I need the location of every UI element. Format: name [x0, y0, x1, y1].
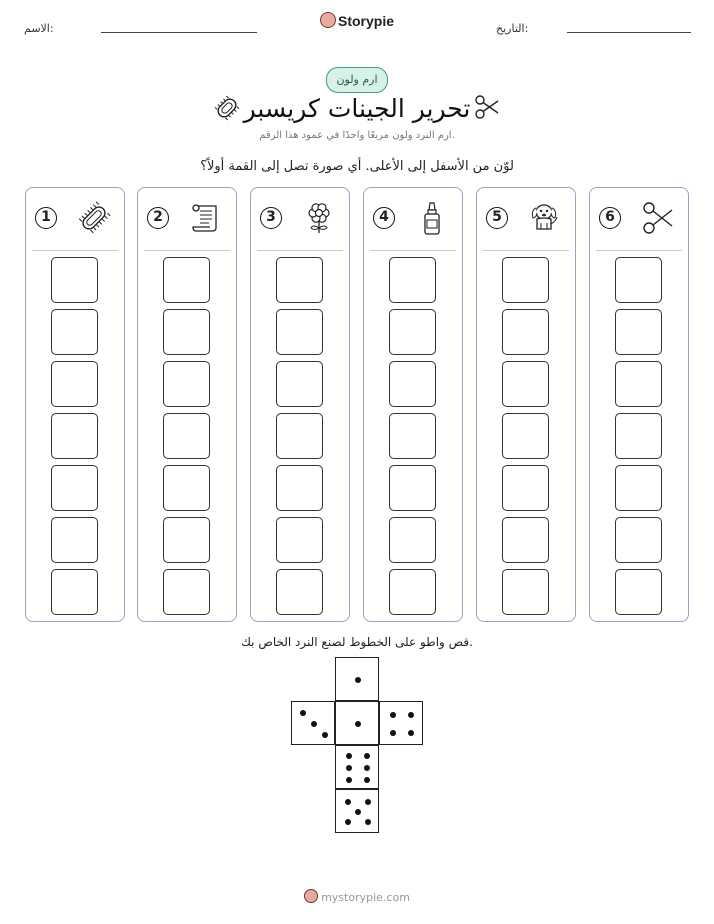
color-box[interactable] [502, 517, 549, 563]
column-divider [596, 250, 682, 251]
color-box[interactable] [615, 257, 662, 303]
column-number: 6 [599, 207, 621, 229]
date-line[interactable] [567, 32, 691, 33]
color-box[interactable] [163, 569, 210, 615]
color-box[interactable] [389, 257, 436, 303]
column-divider [32, 250, 118, 251]
color-box[interactable] [276, 413, 323, 459]
page-subtitle: ارم النرد ولون مربعًا واحدًا في عمود هذا الرقم. [259, 130, 455, 141]
dice-pip [390, 730, 396, 736]
dice-pip [322, 732, 328, 738]
color-box[interactable] [163, 309, 210, 355]
color-box[interactable] [276, 465, 323, 511]
color-box[interactable] [615, 309, 662, 355]
color-box[interactable] [502, 309, 549, 355]
dropper-bottle-icon [414, 200, 450, 236]
flower-icon [301, 200, 337, 236]
dice-pip [408, 712, 414, 718]
dice-pip [345, 819, 351, 825]
bacteria-icon [76, 200, 112, 236]
dice-pip [300, 710, 306, 716]
dice-pip [364, 777, 370, 783]
footer [0, 889, 714, 904]
bacteria-icon [214, 94, 240, 122]
puppy-icon [527, 200, 563, 236]
dice-column-2 [137, 187, 237, 622]
column-number: 5 [486, 207, 508, 229]
color-box[interactable] [389, 413, 436, 459]
color-box[interactable] [502, 465, 549, 511]
color-box[interactable] [389, 361, 436, 407]
dice-pip [346, 753, 352, 759]
color-box[interactable] [389, 569, 436, 615]
dice-instruction: قص واطو على الخطوط لصنع النرد الخاص بك. [241, 635, 473, 649]
page-title: تحرير الجينات كريسبر [243, 94, 471, 123]
scroll-icon [188, 200, 224, 236]
dice-pip [390, 712, 396, 718]
scissors-icon [474, 94, 500, 120]
color-box[interactable] [51, 517, 98, 563]
column-number: 3 [260, 207, 282, 229]
dice-pip [355, 677, 361, 683]
dice-face-6 [335, 745, 379, 789]
color-box[interactable] [389, 517, 436, 563]
dice-pip [365, 799, 371, 805]
color-box[interactable] [502, 413, 549, 459]
color-box[interactable] [502, 569, 549, 615]
dice-pip [311, 721, 317, 727]
color-box[interactable] [615, 413, 662, 459]
color-box[interactable] [51, 465, 98, 511]
color-box[interactable] [163, 413, 210, 459]
color-box[interactable] [51, 413, 98, 459]
dice-face-5 [335, 789, 379, 833]
dice-pip [345, 799, 351, 805]
dice-pip [408, 730, 414, 736]
column-divider [144, 250, 230, 251]
dice-column-3 [250, 187, 350, 622]
storypie-logo-icon [304, 889, 318, 903]
color-box[interactable] [389, 309, 436, 355]
name-line[interactable] [101, 32, 257, 33]
color-box[interactable] [389, 465, 436, 511]
color-box[interactable] [276, 517, 323, 563]
brand-name: Storypie [337, 13, 394, 29]
brand-logo [0, 12, 714, 29]
date-label: التاريخ: [496, 22, 529, 35]
dice-face-4 [379, 701, 423, 745]
color-box[interactable] [51, 361, 98, 407]
dice-pip [346, 765, 352, 771]
color-box[interactable] [51, 257, 98, 303]
color-box[interactable] [163, 361, 210, 407]
color-box[interactable] [502, 361, 549, 407]
name-label: الاسم: [24, 22, 54, 35]
dice-column-4 [363, 187, 463, 622]
color-box[interactable] [163, 465, 210, 511]
dice-face-3 [291, 701, 335, 745]
column-divider [257, 250, 343, 251]
color-box[interactable] [276, 361, 323, 407]
column-number: 4 [373, 207, 395, 229]
dice-pip [364, 765, 370, 771]
activity-badge: ارم ولون [326, 67, 388, 93]
column-divider [370, 250, 456, 251]
instruction-text: لوّن من الأسفل إلى الأعلى. أي صورة تصل إلى القمة أولاً؟ [200, 159, 514, 174]
column-divider [483, 250, 569, 251]
dice-pip [346, 777, 352, 783]
color-box[interactable] [51, 569, 98, 615]
color-box[interactable] [276, 309, 323, 355]
color-box[interactable] [163, 517, 210, 563]
color-box[interactable] [276, 257, 323, 303]
scissors-icon [640, 200, 676, 236]
storypie-logo-icon [320, 12, 336, 28]
column-number: 1 [35, 207, 57, 229]
column-number: 2 [147, 207, 169, 229]
color-box[interactable] [615, 569, 662, 615]
color-box[interactable] [163, 257, 210, 303]
dice-pip [355, 809, 361, 815]
footer-url[interactable]: mystorypie.com [321, 891, 410, 904]
dice-face-1 [335, 657, 379, 701]
color-box[interactable] [615, 517, 662, 563]
color-box[interactable] [51, 309, 98, 355]
color-box[interactable] [615, 465, 662, 511]
dice-column-6 [589, 187, 689, 622]
dice-face-1 [335, 701, 379, 745]
color-box[interactable] [502, 257, 549, 303]
dice-column-1 [25, 187, 125, 622]
color-box[interactable] [276, 569, 323, 615]
dice-column-5 [476, 187, 576, 622]
dice-pip [365, 819, 371, 825]
dice-pip [364, 753, 370, 759]
dice-pip [355, 721, 361, 727]
color-box[interactable] [615, 361, 662, 407]
